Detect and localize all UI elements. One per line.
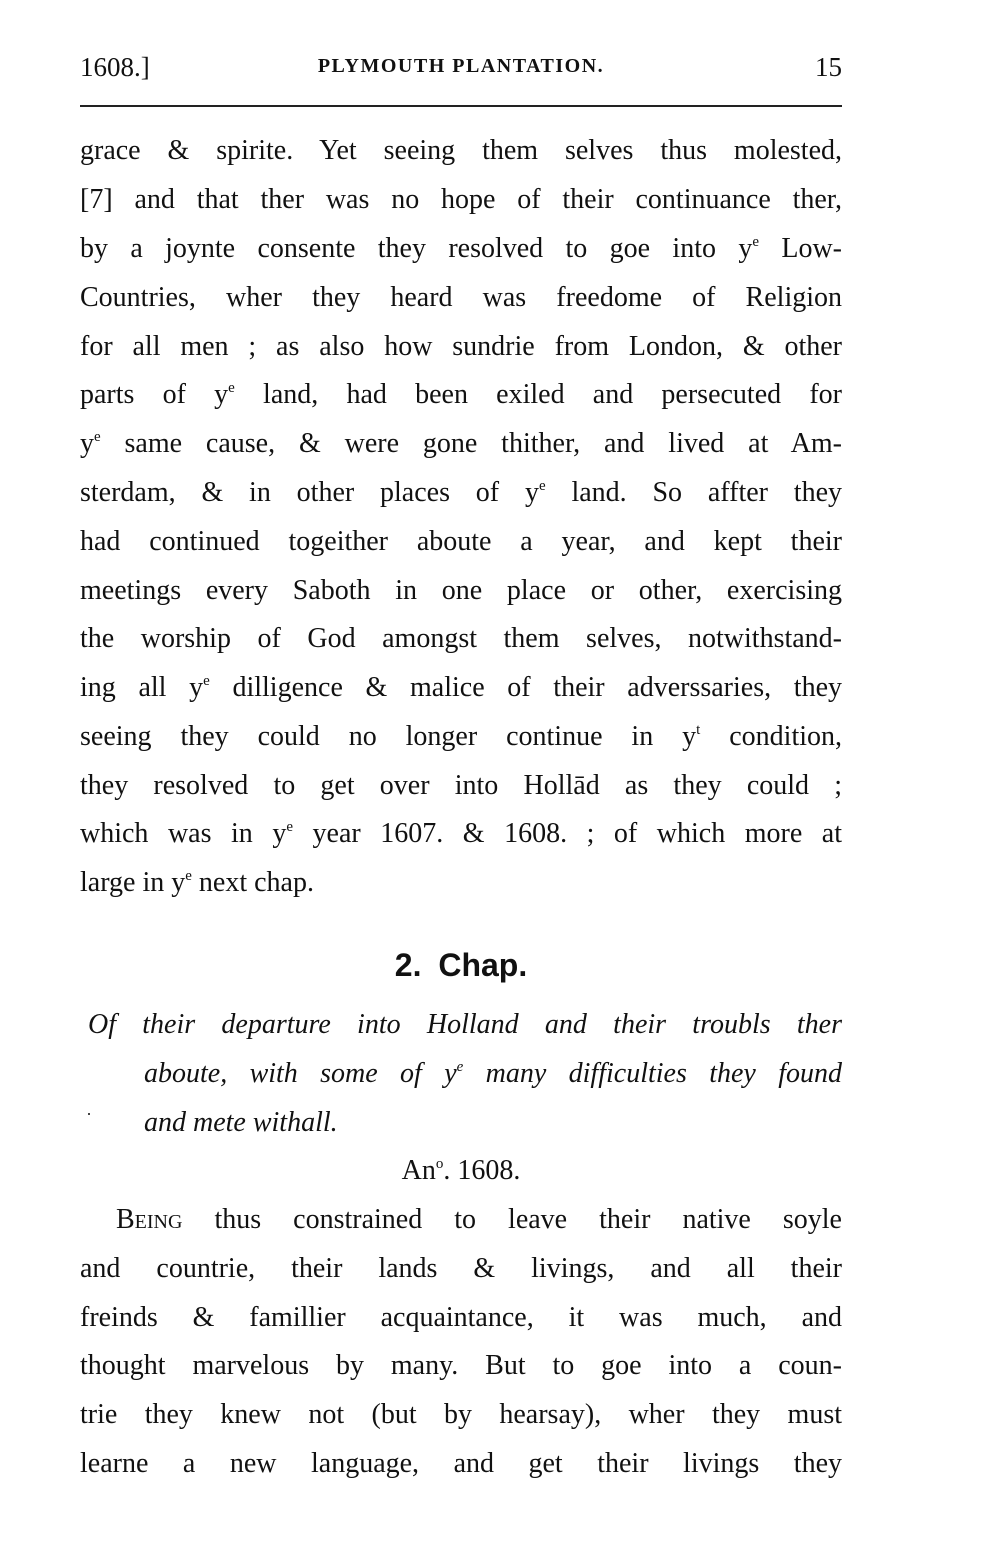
body-line: grace & spirite. Yet seeing them selves thus molested, [80,135,842,166]
superscript: e [538,478,546,494]
scan-speck [88,1113,90,1115]
running-head [80,52,842,88]
chapter-body-line: and countrie, their lands & livings, and all their [80,1253,842,1284]
body-line: seeing they could no longer continue in $y^t$ condition, [80,721,843,752]
superscript: e [228,380,235,396]
header-rule-divider [80,105,842,107]
body-line: ing all $y^e$ dilligence & malice of their adverssaries, they [80,672,842,703]
superscript: t [696,722,701,738]
superscript: o [435,1156,444,1172]
running-head-year: 1608.] [80,52,150,82]
superscript: e [203,673,210,689]
body-line: meetings every Saboth in one place or other, exercising [80,575,842,606]
superscript: e [94,429,101,445]
chapter-summary-line: and mete withall. [144,1107,338,1138]
chapter-summary-line: Of their departure into Holland and their troubls ther [88,1009,842,1040]
body-line: which was in $y^e$ year 1607. & 1608. ; of which more at [80,818,842,849]
superscript: e [752,234,759,250]
body-line: sterdam, & in other places of $y^e$ land. So affter they [80,477,843,508]
body-line: [7] and that ther was no hope of their continuance ther, [80,184,842,215]
chapter-body-line: Being thus constrained to leave their native soyle [116,1204,842,1235]
page-number: 15 [815,52,842,82]
body-line: parts of $y^e$ land, had been exiled and persecuted for [80,379,842,410]
chapter-body-line: trie they knew not (but by hearsay), wher they must [80,1399,842,1430]
chapter-heading: 2. Chap. [394,947,528,983]
body-line: had continued togeither aboute a year, and kept their [80,526,842,557]
superscript: e [286,819,294,835]
superscript: e [456,1059,464,1075]
body-line: for all men ; as also how sundrie from London, & other [80,331,842,362]
body-line: they resolved to get over into Hollād as they could ; [80,770,842,801]
body-line: $y^e$ same cause, & were gone thither, and lived at Am- [80,428,842,459]
chapter-body-line: freinds & famillier acquaintance, it was much, and [80,1302,842,1333]
body-line: the worship of God amongst them selves, notwithstand- [80,623,842,654]
chapter-body-line: learne a new language, and get their livings they [80,1448,842,1479]
body-line: by a joynte consente they resolved to goe into $y^e$ Low- [80,233,842,264]
drop-word: Being [116,1204,183,1235]
body-line: large in $y^e$ next chap. [80,867,314,898]
body-line: Countries, wher they heard was freedome of Religion [80,282,842,313]
running-head-title: PLYMOUTH PLANTATION. [317,55,605,77]
chapter-summary-line: aboute, with some of $y^e$ many difficulties they found [144,1058,842,1089]
superscript: e [185,868,192,884]
chapter-body-line: thought marvelous by many. But to goe into a coun- [80,1350,842,1381]
chapter-year: An$^o$. 1608. [401,1155,521,1186]
